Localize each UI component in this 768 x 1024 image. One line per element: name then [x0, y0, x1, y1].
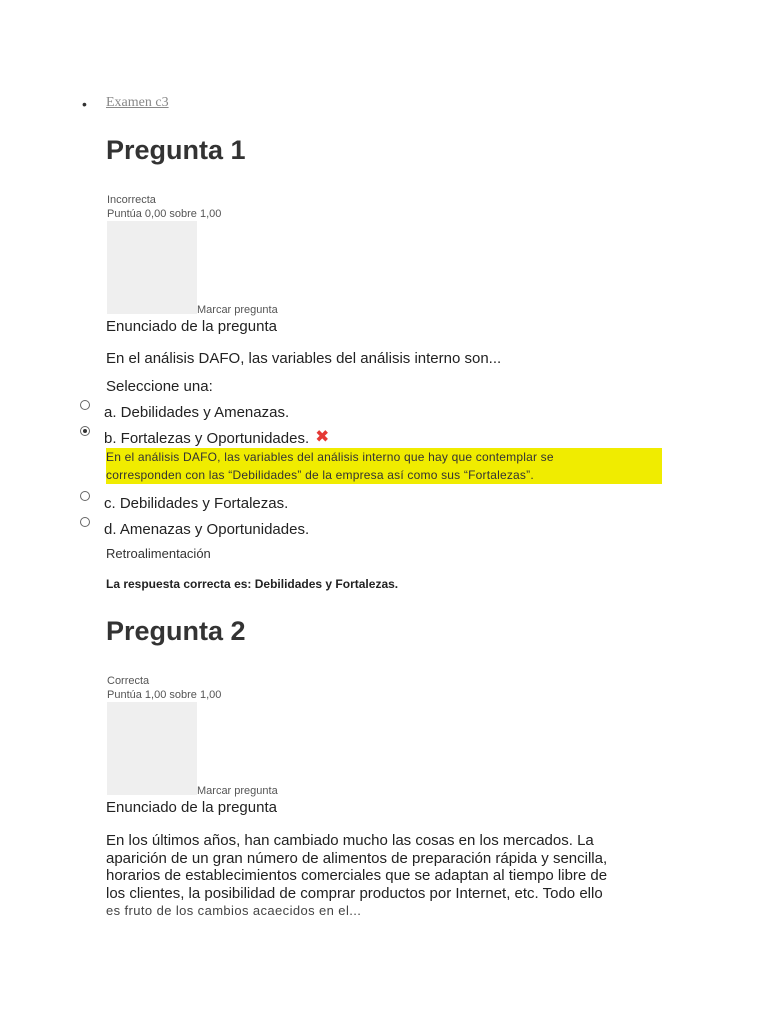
- question-1-statement-label: Enunciado de la pregunta: [106, 318, 277, 335]
- radio-button[interactable]: [80, 400, 90, 410]
- question-2-text-line: horarios de establecimientos comerciales que se adaptan al tiempo libre de: [106, 867, 608, 884]
- feedback-line-2: corresponden con las “Debilidades” de la empresa así como sus “Fortalezas”.: [106, 468, 534, 482]
- question-1-correct-answer: La respuesta correcta es: Debilidades y Fortalezas.: [106, 577, 399, 591]
- question-2-text-line: En los últimos años, han cambiado mucho las cosas en los mercados. La: [106, 832, 594, 849]
- question-2-flag-image[interactable]: [107, 702, 197, 795]
- question-1-option-b[interactable]: [80, 426, 329, 447]
- question-1-status: Incorrecta: [107, 194, 156, 206]
- question-1-flag-image[interactable]: [107, 221, 197, 314]
- question-2-text-line: aparición de un gran número de alimentos de preparación rápida y sencilla,: [106, 849, 608, 867]
- question-1-feedback-highlight: [106, 448, 662, 484]
- question-2-statement-label: Enunciado de la pregunta: [106, 799, 277, 816]
- question-1-feedback-label: Retroalimentación: [106, 546, 211, 561]
- question-1-option-c[interactable]: [80, 491, 288, 512]
- option-label: a. Debilidades y Amenazas.: [104, 404, 290, 421]
- question-2-status: Correcta: [107, 675, 150, 687]
- question-1-flag-label[interactable]: Marcar pregunta: [197, 304, 278, 316]
- question-1-score: Puntúa 0,00 sobre 1,00: [107, 208, 222, 220]
- question-1-title: Pregunta 1: [106, 135, 246, 165]
- incorrect-x-icon: ✖: [315, 427, 330, 446]
- radio-button[interactable]: [80, 517, 90, 527]
- question-2-score: Puntúa 1,00 sobre 1,00: [107, 689, 222, 701]
- option-label: c. Debilidades y Fortalezas.: [104, 495, 289, 512]
- question-2-text-line: los clientes, la posibilidad de comprar productos por Internet, etc. Todo ello: [106, 884, 603, 902]
- question-2-text: [106, 832, 656, 920]
- question-2-text-line: es fruto de los cambios acaecidos en el...: [106, 903, 362, 918]
- bullet-marker: •: [82, 96, 87, 112]
- question-2-title: Pregunta 2: [106, 616, 246, 646]
- radio-button-selected[interactable]: [80, 426, 90, 436]
- option-label: b. Fortalezas y Oportunidades.: [104, 430, 310, 447]
- question-1-option-a[interactable]: [80, 400, 289, 421]
- breadcrumb-link-examen[interactable]: Examen c3: [106, 95, 169, 110]
- feedback-line-1: En el análisis DAFO, las variables del análisis interno que hay que contemplar se: [106, 450, 554, 464]
- radio-button[interactable]: [80, 491, 90, 501]
- question-1-select-prompt: Seleccione una:: [106, 378, 213, 395]
- option-label: d. Amenazas y Oportunidades.: [104, 521, 310, 538]
- question-1-text: En el análisis DAFO, las variables del análisis interno son...: [106, 350, 502, 367]
- question-2-flag-label[interactable]: Marcar pregunta: [197, 785, 278, 797]
- question-1-option-d[interactable]: [80, 517, 309, 538]
